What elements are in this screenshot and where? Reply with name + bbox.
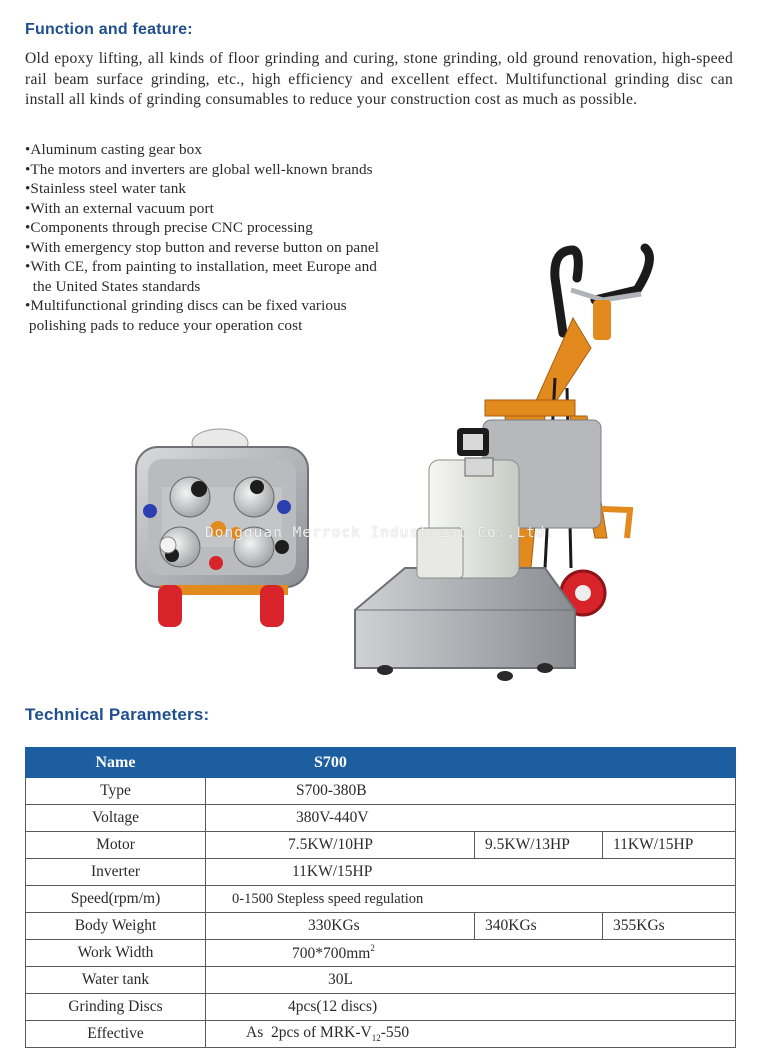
row-value: 355KGs xyxy=(603,913,736,940)
table-row xyxy=(26,913,736,940)
row-value: 30L xyxy=(206,967,736,994)
width-value: 700*700mm xyxy=(292,944,371,962)
feature-item: •With emergency stop button and reverse button on panel xyxy=(25,238,380,256)
feature-item: •Aluminum casting gear box xyxy=(25,141,203,158)
header-empty xyxy=(475,748,736,778)
row-label: Effective xyxy=(26,1021,206,1048)
grinding-machine-photo xyxy=(345,238,675,693)
table-row xyxy=(26,940,736,967)
row-value: 11KW/15HP xyxy=(206,859,736,886)
row-label: Work Width xyxy=(26,940,206,967)
row-label: Grinding Discs xyxy=(26,994,206,1021)
header-model: S700 xyxy=(206,748,475,778)
row-label: Speed(rpm/m) xyxy=(26,886,206,913)
table-row xyxy=(26,886,736,913)
feature-item: •Components through precise CNC processing xyxy=(25,219,313,236)
table-row xyxy=(26,994,736,1021)
effective-sub: 12 xyxy=(371,1033,381,1044)
row-value: 330KGs xyxy=(206,913,475,940)
row-value: 7.5KW/10HP xyxy=(206,832,475,859)
effective-suffix: -550 xyxy=(380,1024,410,1042)
row-value xyxy=(206,1021,736,1048)
technical-heading: Technical Parameters: xyxy=(25,705,210,724)
watermark-text: Dongguan Merrock Industrial Co.,Ltd. xyxy=(205,525,556,541)
table-row xyxy=(26,967,736,994)
feature-item: the United States standards xyxy=(25,277,201,295)
row-value: 9.5KW/13HP xyxy=(475,832,603,859)
row-value: S700-380B xyxy=(206,778,736,805)
feature-item: •Stainless steel water tank xyxy=(25,180,187,197)
function-heading: Function and feature: xyxy=(25,21,193,38)
table-row xyxy=(26,832,736,859)
row-label: Inverter xyxy=(26,859,206,886)
row-value: 340KGs xyxy=(475,913,603,940)
row-label: Type xyxy=(26,778,206,805)
feature-item: polishing pads to reduce your operation cost xyxy=(25,316,303,334)
row-value: 0-1500 Stepless speed regulation xyxy=(206,886,736,913)
feature-item: •With an external vacuum port xyxy=(25,199,214,217)
table-row xyxy=(26,859,736,886)
row-value xyxy=(206,940,736,967)
row-value: 380V-440V xyxy=(206,805,736,832)
feature-item: •The motors and inverters are global well-known brands xyxy=(25,160,373,178)
feature-item: •Multifunctional grinding discs can be fixed various xyxy=(25,297,347,314)
row-value: 4pcs(12 discs) xyxy=(206,994,736,1021)
intro-paragraph: Old epoxy lifting, all kinds of floor grinding and curing, stone grinding, old ground renovation, high-speed rail beam surface grinding, etc., high efficiency and excellent effect. Multifunctional grinding disc can install all kinds of grinding consumables to reduce your construction cost as much as possible. xyxy=(25,50,733,109)
width-sup: 2 xyxy=(370,943,375,954)
row-label: Voltage xyxy=(26,805,206,832)
row-label: Body Weight xyxy=(26,913,206,940)
table-row xyxy=(26,1021,736,1048)
row-label: Water tank xyxy=(26,967,206,994)
table-row xyxy=(26,805,736,832)
effective-prefix: As 2pcs of MRK-V xyxy=(246,1024,372,1042)
table-header-row xyxy=(26,748,736,778)
table-row xyxy=(26,778,736,805)
header-name: Name xyxy=(26,748,206,778)
row-value: 11KW/15HP xyxy=(603,832,736,859)
row-label: Motor xyxy=(26,832,206,859)
feature-item: •With CE, from painting to installation, meet Europe and xyxy=(25,258,377,275)
parameters-table xyxy=(25,747,736,1048)
